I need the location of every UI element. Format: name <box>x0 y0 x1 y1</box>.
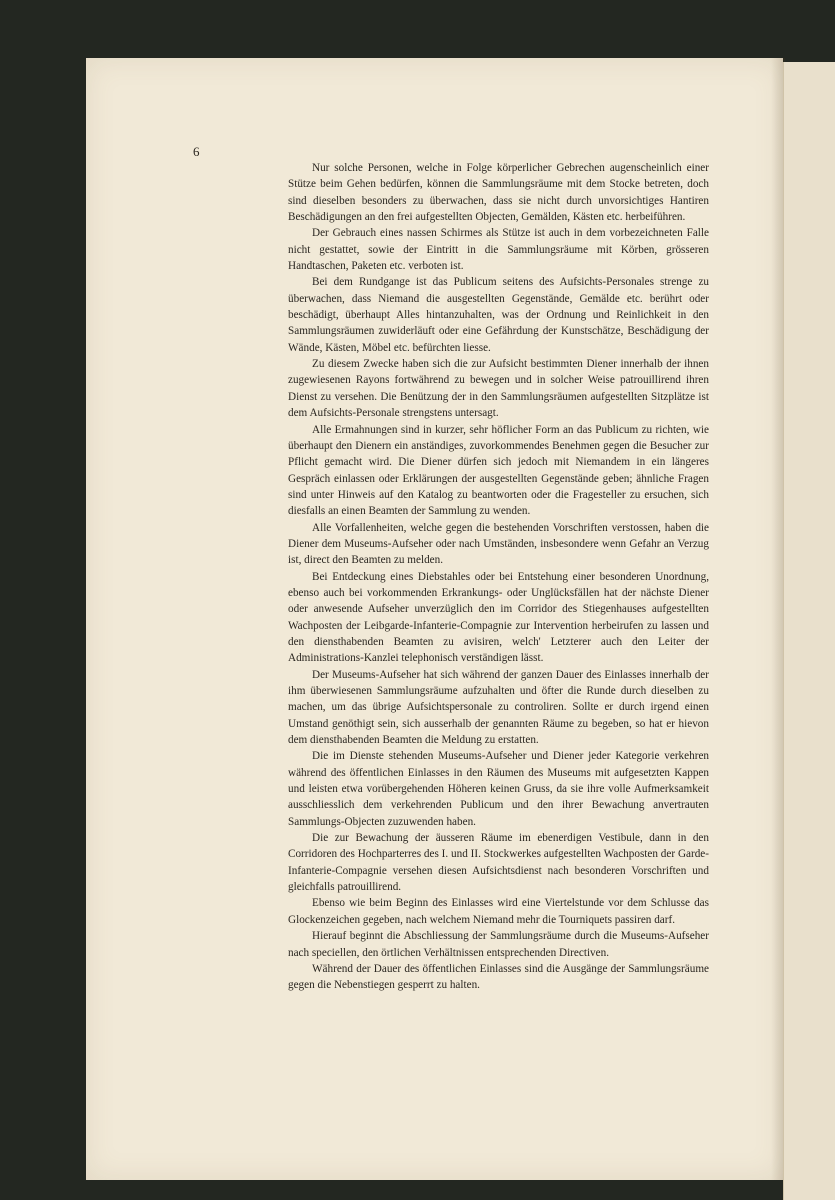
facing-page-edge <box>783 62 835 1200</box>
paragraph: Der Museums-Aufseher hat sich während der ganzen Dauer des Einlasses innerhalb der ihm überwiesenen Sammlungsräume aufzuhalten und öfter die Runde durch dieselben zu machen, um das übrige Aufsichtspersonale zu controliren. Sollte er durch irgend einen Umstand genöthigt sein, sich ausserhalb der genannten Räume zu begeben, so hat er hievon dem diensthabenden Beamten die Meldung zu erstatten. <box>288 668 709 747</box>
paragraph: Zu diesem Zwecke haben sich die zur Aufsicht bestimmten Diener innerhalb der ihnen zugewiesenen Rayons fortwährend zu bewegen und in solcher Weise patrouillirend ihren Dienst zu versehen. Die Benützung der in den Sammlungsräumen aufgestellten Sitzplätze ist dem Aufsichts-Personale strengstens untersagt. <box>288 358 709 420</box>
paragraph: Ebenso wie beim Beginn des Einlasses wird eine Viertelstunde vor dem Schlusse das Glockenzeichen gegeben, nach welchem Niemand mehr die Tourniquets passiren darf. <box>288 897 709 926</box>
body-text <box>288 160 709 994</box>
paragraph: Hierauf beginnt die Abschliessung der Sammlungsräume durch die Museums-Aufseher nach speciellen, den örtlichen Verhältnissen entsprechenden Directiven. <box>288 930 709 959</box>
paragraph: Nur solche Personen, welche in Folge körperlicher Gebrechen augenscheinlich einer Stütze beim Gehen bedürfen, können die Sammlungsräume mit dem Stocke betreten, doch sind dieselben besonders zu überwachen, dass sie nicht durch unvorsichtiges Hantiren Beschädigungen an den frei aufgestellten Objecten, Gemälden, Kästen etc. herbeiführen. <box>288 162 709 224</box>
paragraph: Die im Dienste stehenden Museums-Aufseher und Diener jeder Kategorie verkehren während des öffentlichen Einlasses in den Räumen des Museums mit aufgesetzten Kappen und leisten etwa vorübergehenden Höheren keinen Gruss, da sie ihre volle Aufmerksamkeit ausschliesslich dem verkehrenden Publicum und den ihrer Bewachung anvertrauten Sammlungs-Objecten zuzuwenden haben. <box>288 750 709 828</box>
paragraph: Alle Vorfallenheiten, welche gegen die bestehenden Vorschriften verstossen, haben die Diener dem Museums-Aufseher oder nach Umständen, insbesondere wenn Gefahr an Verzug ist, direct den Beamten zu melden. <box>288 521 709 567</box>
paragraph: Der Gebrauch eines nassen Schirmes als Stütze ist auch in dem vorbezeichneten Falle nicht gestattet, sowie der Eintritt in die Sammlungsräume mit Körben, grösseren Handtaschen, Paketen etc. verboten ist. <box>288 227 709 273</box>
page-number: 6 <box>193 144 200 159</box>
paragraph: Alle Ermahnungen sind in kurzer, sehr höflicher Form an das Publicum zu richten, wie überhaupt den Dienern ein anständiges, zuvorkommendes Benehmen gegen die Besucher zur Pflicht gemacht wird. Die Diener dürfen sich jedoch mit Niemandem in ein längeres Gespräch einlassen oder Erklärungen der ausgestellten Gegenstände geben; ähnliche Fragen sind unter Hinweis auf den Katalog zu beantworten oder die Fragesteller zu ersuchen, sich diesfalls an einen Beamten der Sammlung zu wenden. <box>288 423 709 518</box>
paragraph: Die zur Bewachung der äusseren Räume im ebenerdigen Vestibule, dann in den Corridoren des Hochparterres des I. und II. Stockwerkes aufgestellten Wachposten der Garde-Infanterie-Compagnie versehen diesen Aufsichtsdienst nach besonderen Vorschriften und gleichfalls patrouillirend. <box>288 832 709 894</box>
paragraph: Während der Dauer des öffentlichen Einlasses sind die Ausgänge der Sammlungsräume gegen die Nebenstiegen gesperrt zu halten. <box>288 962 709 992</box>
paragraph: Bei dem Rundgange ist das Publicum seitens des Aufsichts-Personales strenge zu überwachen, dass Niemand die ausgestellten Gegenstände, Gemälde etc. berührt oder beschädigt, überhaupt Alles hintanzuhalten, was der Ordnung und Reinlichkeit in den Sammlungsräumen zuwiderläuft oder eine Gefährdung der Kunstschätze, Beschädigung der Wände, Kästen, Möbel etc. befürchten liesse. <box>288 276 709 354</box>
paragraph: Bei Entdeckung eines Diebstahles oder bei Entstehung einer besonderen Unordnung, ebenso auch bei vorkommenden Erkrankungs- oder Unglücksfällen hat der nächste Diener oder anwesende Aufseher unverzüglich den im Corridor des Stiegenhauses aufgestellten Wachposten der Leibgarde-Infanterie-Compagnie zur Intervention herbeirufen zu lassen und den diensthabenden Beamten zu avisiren, welch' Letzterer auch den Leiter der Administrations-Kanzlei telephonisch verständigen lässt. <box>288 570 709 665</box>
